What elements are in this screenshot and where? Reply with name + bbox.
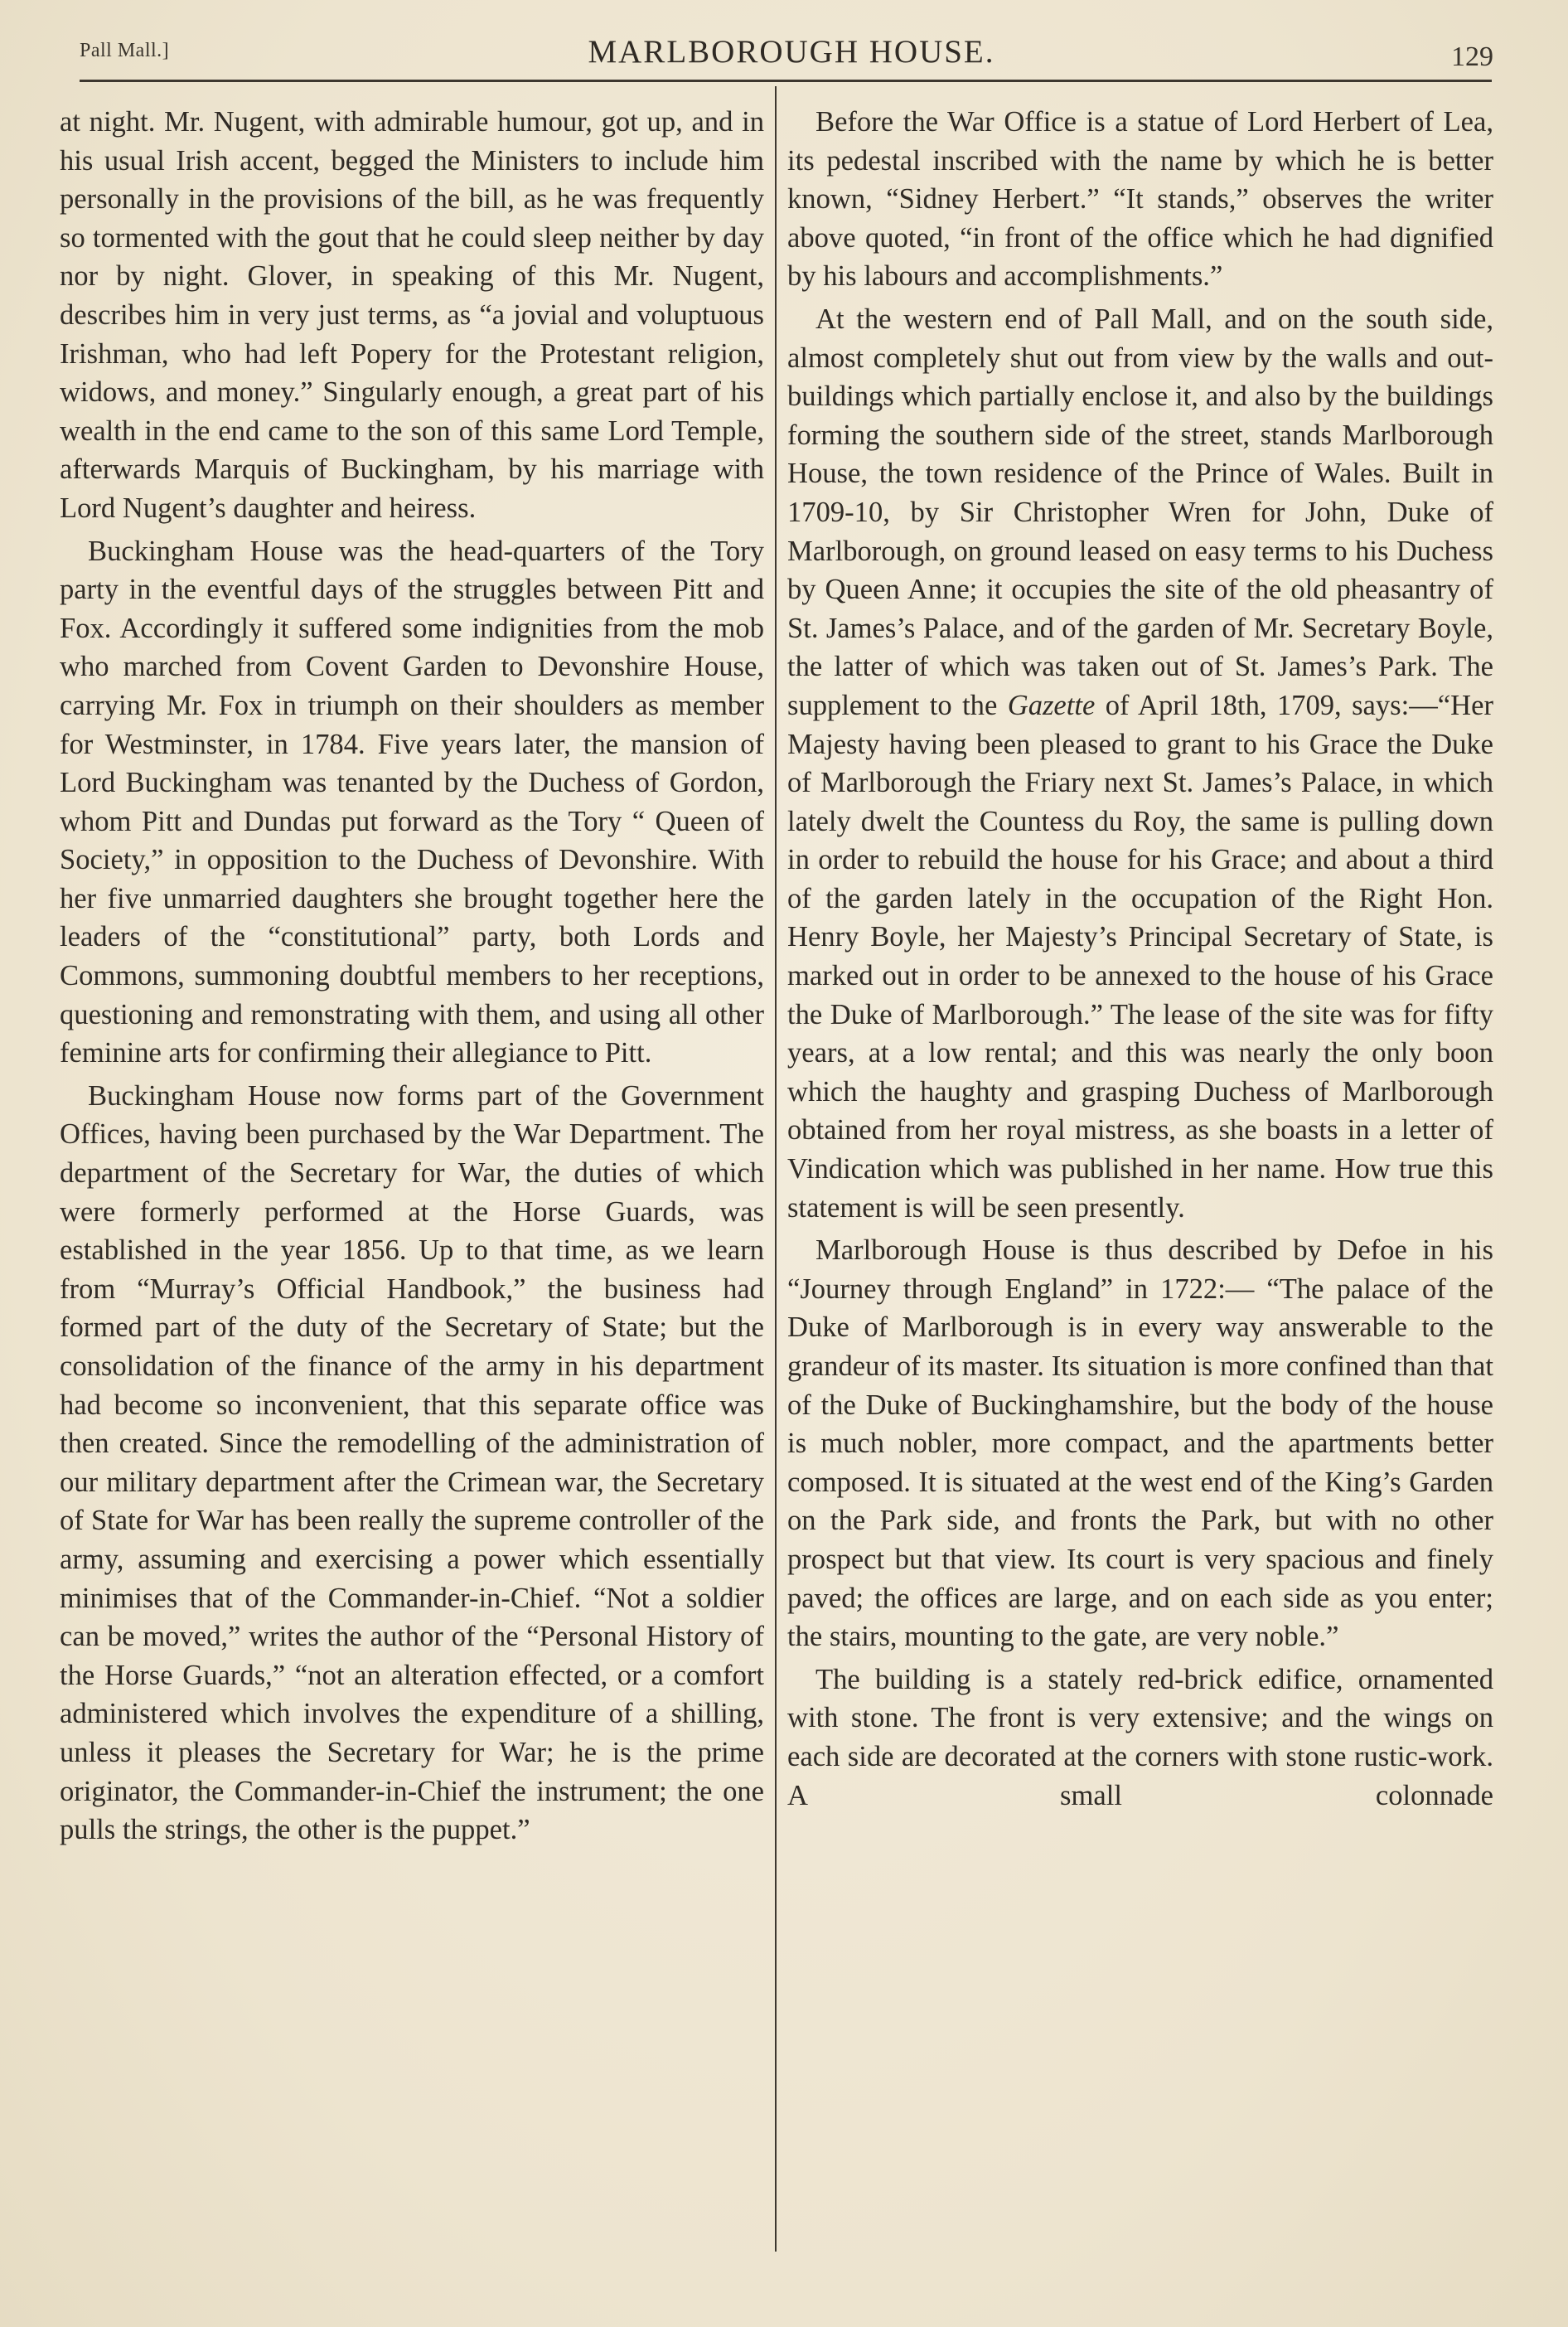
paragraph: Buckingham House now forms part of the Government Offices, having been purchased by the War Department. The department of the Secretary for War, the duties of which were formerly performed at the Horse Guards, was established in the year 1856. Up to that time, as we learn from “Murray’s Official Handbook,” the business had formed part of the duty of the Secretary of State; but the consolidation of the finance of the army in his department had become so inconvenient, that this separate office was then created. Since the remodelling of the administration of our military department after the Crimean war, the Secretary of State for War has been really the supreme controller of the army, assuming and exercising a power which essentially minimises that of the Commander-in-Chief. “Not a soldier can be moved,” writes the author of the “Personal History of the Horse Guards,” “not an alteration effected, or a comfort administered which involves the expenditure of a shilling, unless it pleases the Secretary for War; he is the prime originator, the Commander-in-Chief the instrument; the one pulls the strings, the other is the puppet.” <box>60 1079 764 1846</box>
page-number: 129 <box>1451 41 1493 72</box>
page-title: MARLBOROUGH HOUSE. <box>588 34 995 70</box>
paragraph: The building is a stately red-brick edifice, ornamented with stone. The front is very extensive; and the wings on each side are decorated at the corners with stone rustic-work. A small colonnade <box>787 1663 1493 1811</box>
text-run: of April 18th, 1709, says:—“Her Majesty having been pleased to grant to his Grace the Duke of Marlborough the Friary next St. James’s Palace, in which lately dwelt the Countess du Roy, the same is pulling down in order to rebuild the house for his Grace; and about a third of the garden lately in the occupation of the Right Hon. Henry Boyle, her Majesty’s Principal Secretary of State, is marked out in order to be annexed to the house of his Grace the Duke of Marlborough.” The lease of the site was for fifty years, at a low rental; and this was nearly the only boon which the haughty and grasping Duchess of Marlborough obtained from her royal mistress, as she boasts in a letter of Vindication which was published in her name. How true this statement is will be seen presently. <box>787 689 1493 1224</box>
italic-title: Gazette <box>1007 689 1096 721</box>
text-run: At the western end of Pall Mall, and on the south side, almost completely shut out from view by the walls and out-buildings which partially enclose it, and also by the buildings forming the southern side of the street, stands Marlborough House, the town residence of the Prince of Wales. Built in 1709-10, by Sir Christopher Wren for John, Duke of Marlborough, on ground leased on easy terms to his Duchess by Queen Anne; it occupies the site of the old pheasantry of St. James’s Palace, and of the garden of Mr. Secretary Boyle, the latter of which was taken out of St. James’s Park. The supplement to the <box>787 303 1493 721</box>
left-column <box>60 103 764 1854</box>
paragraph: Marlborough House is thus described by Defoe in his “Journey through England” in 1722:— “The palace of the Duke of Marlborough is in every way answerable to the grandeur of its master. Its situation is more confined than that of the Duke of Buckinghamshire, but the body of the house is much nobler, more compact, and the apartments better composed. It is situated at the west end of the King’s Garden on the Park side, and fronts the Park, but with no other prospect but that view. Its court is very spacious and finely paved; the offices are large, and on each side as you enter; the stairs, mounting to the gate, are very noble.” <box>787 1234 1493 1653</box>
paragraph <box>787 300 1493 1227</box>
header-rule <box>80 80 1492 82</box>
right-column <box>787 103 1493 1819</box>
section-label: Pall Mall.] <box>80 40 170 61</box>
column-divider <box>775 86 777 2252</box>
paragraph: at night. Mr. Nugent, with admirable humour, got up, and in his usual Irish accent, begged the Ministers to include him personally in the provisions of the bill, as he was frequently so tormented with the gout that he could sleep neither by day nor by night. Glover, in speaking of this Mr. Nugent, describes him in very just terms, as “a jovial and voluptuous Irishman, who had left Popery for the Protestant religion, widows, and money.” Singularly enough, a great part of his wealth in the end came to the son of this same Lord Temple, afterwards Marquis of Buckingham, by his marriage with Lord Nugent’s daughter and heiress. <box>60 106 764 524</box>
running-head <box>76 30 1507 80</box>
paragraph: Before the War Office is a statue of Lord Herbert of Lea, its pedestal inscribed with the name by which he is better known, “Sidney Herbert.” “It stands,” observes the writer above quoted, “in front of the office which he had dignified by his labours and accomplishments.” <box>787 106 1493 293</box>
paragraph: Buckingham House was the head-quarters of the Tory party in the eventful days of the struggles between Pitt and Fox. Accordingly it suffered some indignities from the mob who marched from Covent Garden to Devonshire House, carrying Mr. Fox in triumph on their shoulders as member for Westminster, in 1784. Five years later, the mansion of Lord Buckingham was tenanted by the Duchess of Gordon, whom Pitt and Dundas put forward as the Tory “ Queen of Society,” in opposition to the Duchess of Devonshire. With her five unmarried daughters she brought together here the leaders of the “constitutional” party, both Lords and Commons, summoning doubtful members to her receptions, questioning and remonstrating with them, and using all other feminine arts for confirming their allegiance to Pitt. <box>60 535 764 1069</box>
